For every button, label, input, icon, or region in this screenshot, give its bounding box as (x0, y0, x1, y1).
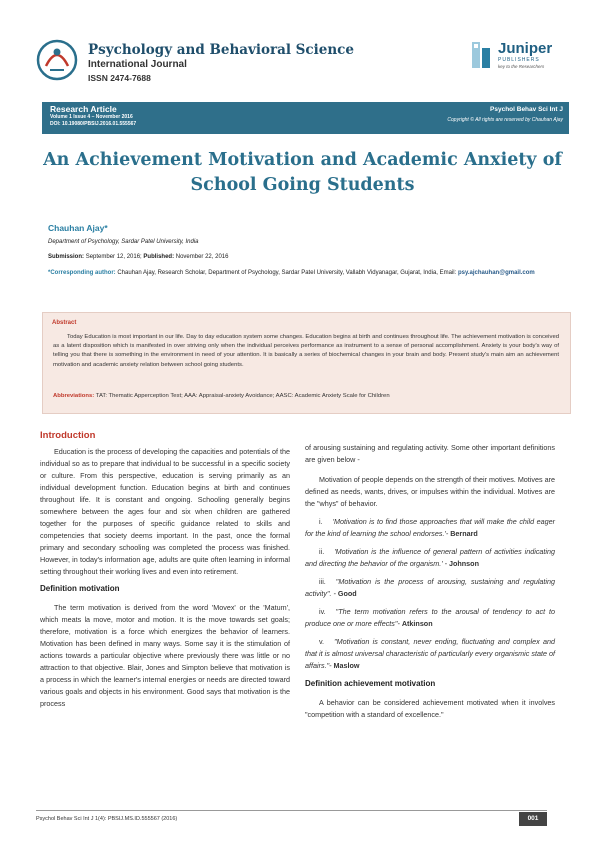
abbreviations (53, 393, 559, 399)
footer-citation: Psychol Behav Sci Int J 1(4): PBSIJ.MS.ID.555567 (2016) (36, 816, 178, 822)
definition-author: Johnson (449, 558, 479, 568)
article-meta (50, 104, 136, 128)
journal-issn: ISSN 2474-7688 (88, 73, 151, 83)
article-dates (48, 254, 228, 260)
definition-motivation-heading: Definition motivation (40, 584, 120, 594)
motives-paragraph: Motivation of people depends on the strength of their motives. Motives are defined as needs, wants, drives, or impulses within the individual. Motives are the "whys" of behavior. (305, 474, 555, 508)
definition-item (305, 546, 555, 570)
publisher-logo (470, 40, 562, 74)
definition-author: Maslow (333, 660, 360, 670)
introduction-heading: Introduction (40, 430, 96, 441)
submission-date: September 12, 2016; (85, 254, 142, 260)
journal-logo-icon (36, 38, 78, 82)
definition-author: Bernard (450, 528, 478, 538)
definition-quote: "The term motivation refers to the arousal of tendency to act to produce one or more effects"- (305, 606, 555, 628)
definition-quote: "Motivation is constant, never ending, fluctuating and complex and that it is almost universal characteristic of particularly every organismic state of affairs."- (305, 636, 555, 670)
abstract-text: Today Education is most important in our life. Day to day education system some changes. Education begins at birth and continues throughout life. The achievement motivation is conceived as a latent disposition which is manifested in over striving only when the individual perceives performance as instrument to a sense of personal accomplishment. Anxiety is your body's way of telling you that there is something in the environment in need of your attention. It is basically a series of biochemical changes in your brain and body. Present study's main aim an achievement motivation and academic anxiety relation between school going students. (53, 334, 559, 368)
definition-number: i. (319, 516, 323, 526)
author-name[interactable]: Chauhan Ajay* (48, 223, 108, 233)
submission-label: Submission: (48, 254, 85, 260)
author-affiliation: Department of Psychology, Sardar Patel University, India (48, 239, 199, 245)
definition-author: Atkinson (401, 618, 433, 628)
definition-number: v. (319, 636, 325, 646)
journal-subtitle: International Journal (88, 59, 187, 70)
definition-quote: "Motivation is the process of arousing, sustaining and regulating activity". - (305, 576, 555, 598)
publisher-logo-sub: PUBLISHERS (498, 57, 540, 63)
volume-issue: Volume 1 Issue 4 – November 2016 (50, 114, 133, 120)
article-type: Research Article (50, 104, 117, 114)
definition-number: iv. (319, 606, 326, 616)
journal-title: Psychology and Behavioral Science (88, 42, 354, 58)
published-label: Published: (143, 254, 175, 260)
publisher-tagline: key to the Researchers (498, 64, 545, 69)
journal-copyright (447, 106, 563, 123)
definition-item (305, 576, 555, 600)
corresponding-text: Chauhan Ajay, Research Scholar, Department of Psychology, Sardar Patel University, Vallabh Vidyanagar, Gujarat, India, (117, 270, 438, 276)
copyright-notice: Copyright © All rights are reserved by Chauhan Ajay (447, 117, 563, 123)
published-date: November 22, 2016 (175, 254, 229, 260)
corresponding-author (48, 269, 568, 278)
abstract-heading: Abstract (52, 320, 77, 326)
right-column (305, 442, 555, 721)
achievement-paragraph: A behavior can be considered achievement motivated when it involves "competition with a standard of excellence." (305, 697, 555, 719)
abbreviations-text: TAT: Thematic Apperception Test; AAA: Appraisal-anxiety Avoidance; AASC: Academic Anxiety Scale for Children (95, 393, 390, 399)
definition-item (305, 516, 555, 540)
definition-quote: 'Motivation is the influence of general pattern of activities indicating and directing the behavior of the organism.' - (305, 546, 555, 568)
corresponding-label: *Corresponding author: (48, 270, 116, 276)
article-title: An Achievement Motivation and Academic Anxiety of School Going Students (43, 150, 562, 195)
publisher-logo-icon (470, 40, 496, 72)
publisher-logo-text: Juniper (498, 40, 553, 57)
definition-item (305, 606, 555, 630)
achievement-motivation-heading: Definition achievement motivation (305, 678, 436, 688)
doi-link[interactable]: DOI: 10.19080/PBSIJ.2016.01.555567 (50, 121, 137, 127)
continued-paragraph: of arousing sustaining and regulating activity. Some other important definitions are given below - (305, 443, 555, 464)
definition-author: Good (337, 588, 357, 598)
definition-paragraph: The term motivation is derived from the word 'Movex' or the 'Matum', which meats la move, motor and motion. It is the move towards set goals; therefore, motivation is a force which energizes the behavior of learners. Motivation has been defined in many ways. Some say it is the stimulation of actions towards a particular objective where previously there was little or no attraction to that objective. Blair, Jones and Simpton believe that motivation is a process in which the learner's internal energies or needs are directed toward various goals and objects in his environment. Good says that motivation is the process (40, 603, 290, 709)
introduction-paragraph: Education is the process of developing the capacities and potentials of the individual so as to prepare that individual to be successful in a specific society or culture. From this perspective, education is serving primarily as an individual development function. Education begins at birth and continues throughout life. It is constant and ongoing. Schooling generally begins somewhere between the ages four and six when children are gathered together for the purposes of specific guidance related to skills and competencies that society deems important. In the past, once the formal primary and secondary schooling was completed the process was finished. However, in today's information age, adults are quite often learning in informal setting throughout their working lives and even into retirement. (40, 447, 290, 576)
abbreviations-label: Abbreviations: (53, 393, 95, 399)
definition-quote: 'Motivation is to find those approaches that will make the child eager for the kind of learning the school endorses.'- (305, 516, 555, 538)
definition-item (305, 636, 555, 672)
email-link[interactable]: psy.ajchauhan@gmail.com (457, 270, 535, 276)
page-number: 001 (519, 812, 547, 826)
email-label: Email: (439, 270, 457, 276)
definition-number: iii. (319, 576, 326, 586)
left-column (40, 446, 290, 710)
definition-number: ii. (319, 546, 325, 556)
journal-abbreviation: Psychol Behav Sci Int J (490, 106, 563, 113)
footer-divider (36, 810, 547, 811)
definitions-list (305, 516, 555, 672)
